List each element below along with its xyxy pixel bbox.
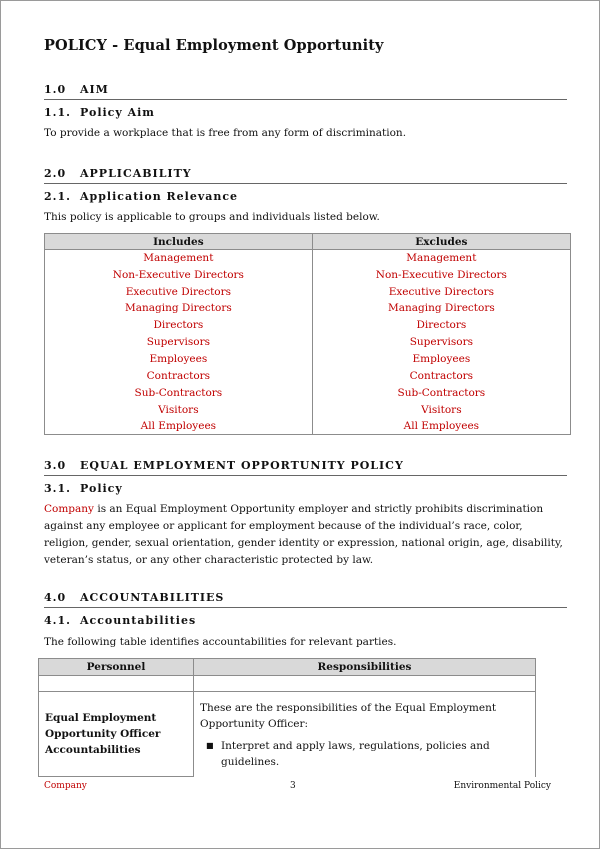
responsibilities-cell [194,692,536,777]
table-row [45,317,571,334]
includes-cell: Directors [45,317,313,334]
subsection-number: 1.1. [44,106,71,119]
includes-cell: Executive Directors [45,283,313,300]
eeo-policy-paragraph [44,501,567,569]
subsection-title: Policy Aim [80,106,155,119]
table-row-empty [39,676,536,692]
section-heading-eeo-policy [44,459,567,476]
includes-cell: Supervisors [45,334,313,351]
section-number: 2.0 [44,167,67,180]
footer-page-number: 3 [290,781,296,791]
subsection-title: Application Relevance [80,190,239,203]
accountabilities-paragraph: The following table identifies accountabilities for relevant parties. [44,636,397,648]
table-row [45,367,571,384]
column-header-includes: Includes [45,234,313,250]
includes-cell: Visitors [45,401,313,418]
excludes-cell: Management [312,250,570,267]
table-row [45,250,571,267]
subsection-heading-policy-aim [44,106,155,119]
table-header-row [39,659,536,676]
section-number: 4.0 [44,591,67,604]
footer-company: Company [44,781,87,791]
includes-cell: Managing Directors [45,300,313,317]
subsection-title: Policy [80,482,123,495]
section-number: 3.0 [44,459,67,472]
excludes-cell: Supervisors [312,334,570,351]
section-heading-aim [44,83,567,100]
table-row [45,401,571,418]
column-header-excludes: Excludes [312,234,570,250]
table-row [45,351,571,368]
excludes-cell: Managing Directors [312,300,570,317]
includes-cell: Sub-Contractors [45,384,313,401]
table-row [45,418,571,435]
column-header-responsibilities: Responsibilities [194,659,536,676]
accountabilities-table [38,658,536,777]
table-header-row [45,234,571,250]
excludes-cell: Executive Directors [312,283,570,300]
page-title: POLICY - Equal Employment Opportunity [44,37,384,54]
aim-paragraph: To provide a workplace that is free from any form of discrimination. [44,127,407,139]
responsibility-bullet [200,738,529,770]
subsection-heading-application-relevance [44,190,238,203]
excludes-cell: Visitors [312,401,570,418]
eeo-policy-text: is an Equal Employment Opportunity employer and strictly prohibits discrimination against any employee or applicant for employment because of the individual’s race, color, religion, gender, sexual orientation, gender identity or expression, national origin, age, disability, veteran’s status, or any other characteristic protected by law. [44,503,563,566]
table-row [45,334,571,351]
includes-cell: Contractors [45,367,313,384]
section-title: AIM [80,83,109,96]
applicability-paragraph: This policy is applicable to groups and individuals listed below. [44,211,380,223]
subsection-heading-accountabilities [44,614,196,627]
section-number: 1.0 [44,83,67,96]
excludes-cell: Employees [312,351,570,368]
company-name: Company [44,503,94,515]
subsection-number: 3.1. [44,482,71,495]
includes-cell: Management [45,250,313,267]
excludes-cell: Contractors [312,367,570,384]
subsection-number: 4.1. [44,614,71,627]
footer-document-name: Environmental Policy [453,781,551,791]
subsection-number: 2.1. [44,190,71,203]
excludes-cell: Non-Executive Directors [312,266,570,283]
excludes-cell: Directors [312,317,570,334]
empty-cell [39,676,194,692]
includes-cell: Employees [45,351,313,368]
empty-cell [194,676,536,692]
table-row [45,384,571,401]
excludes-cell: Sub-Contractors [312,384,570,401]
includes-cell: All Employees [45,418,313,435]
section-heading-applicability [44,167,567,184]
table-row [45,283,571,300]
personnel-cell: Equal Employment Opportunity Officer Accountabilities [39,692,194,777]
square-bullet-icon: ■ [206,741,214,751]
subsection-title: Accountabilities [80,614,197,627]
bullet-text: Interpret and apply laws, regulations, policies and guidelines. [221,740,490,769]
subsection-heading-policy [44,482,123,495]
responsibilities-intro: These are the responsibilities of the Equal Employment Opportunity Officer: [200,702,497,731]
section-title: APPLICABILITY [80,167,192,180]
section-heading-accountabilities [44,591,567,608]
table-row [45,266,571,283]
section-title: EQUAL EMPLOYMENT OPPORTUNITY POLICY [80,459,404,472]
applicability-table [44,233,571,435]
excludes-cell: All Employees [312,418,570,435]
table-row [45,300,571,317]
section-title: ACCOUNTABILITIES [80,591,225,604]
table-row [39,692,536,777]
page-footer [44,781,551,791]
includes-cell: Non-Executive Directors [45,266,313,283]
column-header-personnel: Personnel [39,659,194,676]
